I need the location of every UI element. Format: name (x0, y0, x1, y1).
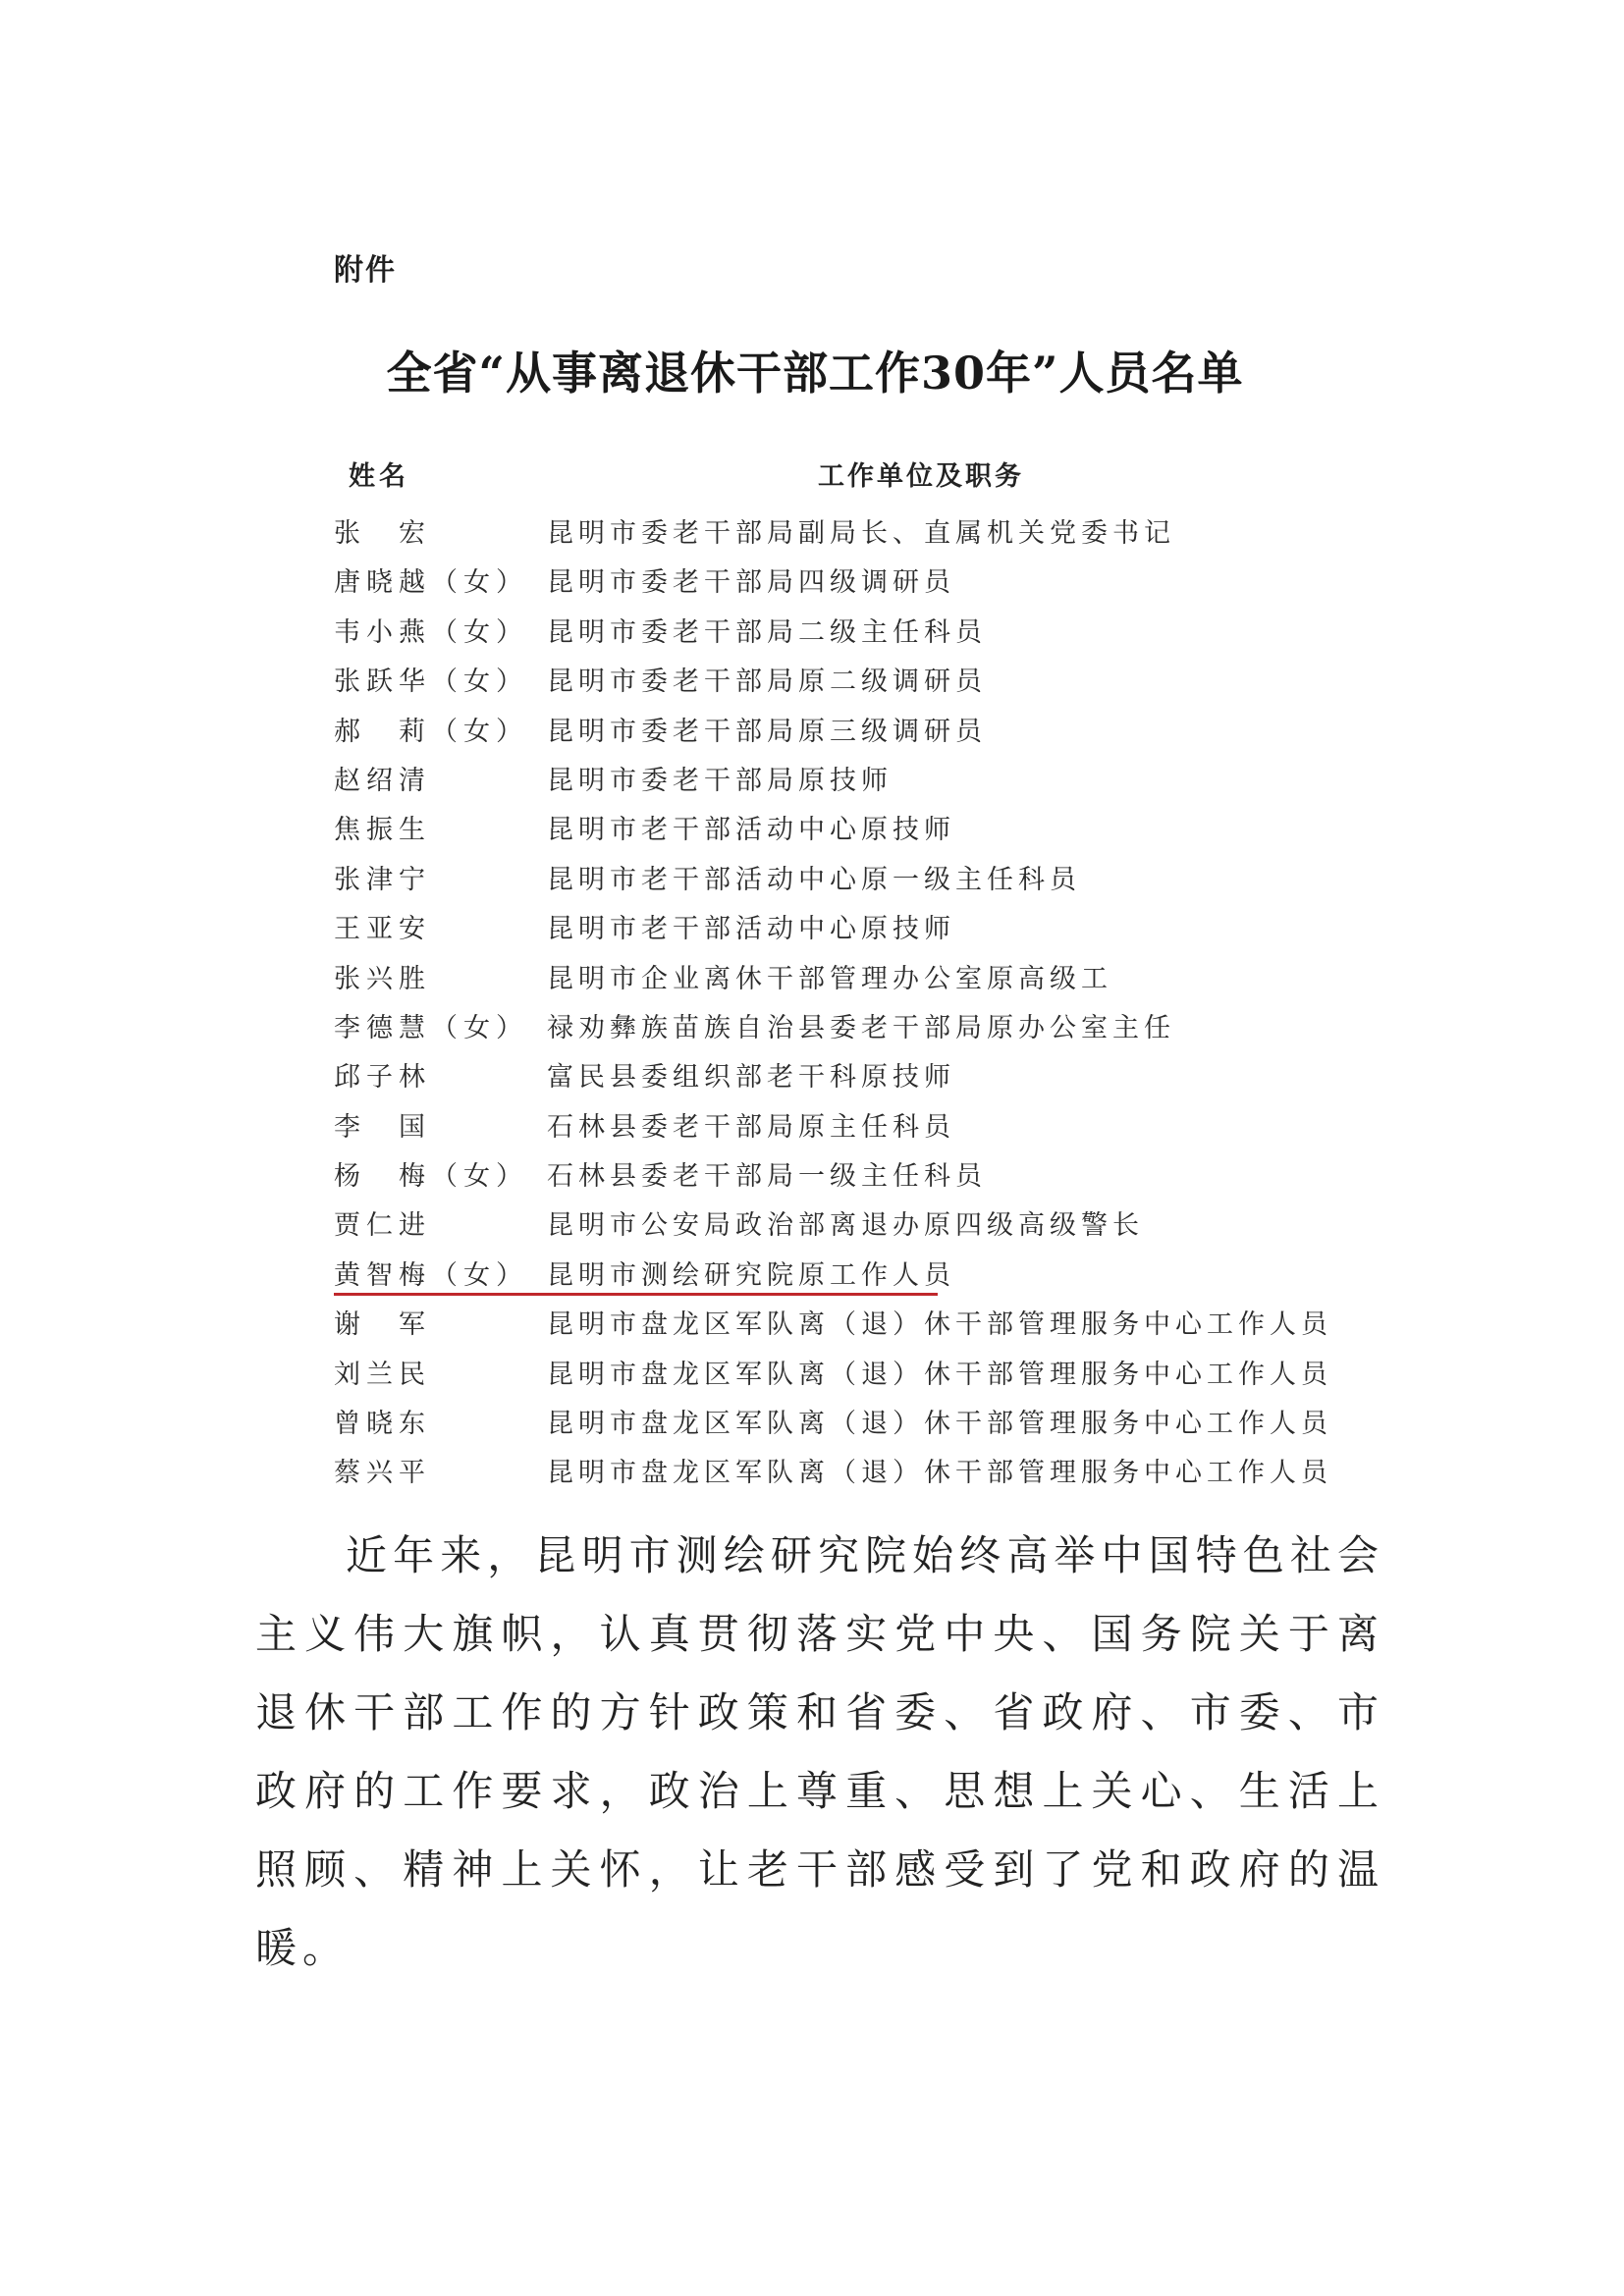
row-name: 郝 莉（女） (334, 716, 528, 747)
row-name: 赵绍清 (334, 765, 431, 796)
row-unit: 昆明市委老干部局副局长、直属机关党委书记 (547, 518, 1175, 549)
row-name: 曾晓东 (334, 1409, 431, 1440)
table-row (334, 603, 1316, 652)
table-row (334, 652, 1316, 701)
row-unit: 昆明市老干部活动中心原技师 (547, 815, 955, 846)
row-unit: 昆明市老干部活动中心原一级主任科员 (547, 864, 1081, 895)
table-row (334, 998, 1316, 1047)
row-name: 黄智梅（女） (334, 1259, 528, 1291)
row-unit: 禄劝彝族苗族自治县委老干部局原办公室主任 (547, 1012, 1175, 1043)
table-row (334, 800, 1316, 849)
table-row (334, 1345, 1332, 1394)
row-unit: 昆明市盘龙区军队离（退）休干部管理服务中心工作人员 (547, 1309, 1332, 1341)
table-row (334, 1295, 1332, 1344)
page-title: 全省“从事离退休干部工作30年”人员名单 (386, 347, 1244, 400)
table-row (334, 702, 1316, 751)
row-unit: 富民县委组织部老干科原技师 (547, 1062, 955, 1094)
row-name: 韦小燕（女） (334, 616, 528, 648)
row-unit: 昆明市老干部活动中心原技师 (547, 914, 955, 945)
highlighted-table-row (334, 1246, 1316, 1295)
row-name: 刘兰民 (334, 1359, 431, 1390)
row-unit: 昆明市委老干部局原三级调研员 (547, 716, 987, 747)
attachment-label: 附件 (334, 253, 397, 288)
row-unit: 昆明市盘龙区军队离（退）休干部管理服务中心工作人员 (547, 1458, 1332, 1489)
table-row (334, 1097, 1316, 1147)
table-row (334, 504, 1316, 553)
table-header (334, 447, 1316, 504)
row-name: 王亚安 (334, 914, 431, 945)
row-unit: 昆明市盘龙区军队离（退）休干部管理服务中心工作人员 (547, 1409, 1332, 1440)
row-name: 李 国 (334, 1111, 431, 1143)
row-unit: 昆明市测绘研究院原工作人员 (547, 1259, 955, 1291)
row-unit: 昆明市委老干部局四级调研员 (547, 567, 955, 599)
row-name: 贾仁进 (334, 1210, 431, 1242)
row-unit: 昆明市公安局政治部离退办原四级高级警长 (547, 1210, 1144, 1242)
table-row (334, 949, 1316, 998)
table-row (334, 850, 1316, 899)
table-row (334, 1394, 1332, 1443)
row-name: 邱子林 (334, 1062, 431, 1094)
row-unit: 昆明市委老干部局二级主任科员 (547, 616, 987, 648)
row-name: 张跃华（女） (334, 667, 528, 698)
row-unit: 昆明市委老干部局原二级调研员 (547, 667, 987, 698)
row-name: 蔡兴平 (334, 1458, 431, 1489)
row-unit: 昆明市企业离休干部管理办公室原高级工 (547, 963, 1112, 994)
row-name: 唐晓越（女） (334, 567, 528, 599)
row-unit: 昆明市盘龙区军队离（退）休干部管理服务中心工作人员 (547, 1359, 1332, 1390)
table-row (334, 1196, 1316, 1245)
row-name: 杨 梅（女） (334, 1161, 528, 1193)
row-name: 张 宏 (334, 518, 431, 549)
row-unit: 石林县委老干部局一级主任科员 (547, 1161, 987, 1193)
table-row (334, 899, 1316, 948)
table-row (334, 1147, 1316, 1196)
table-row (334, 751, 1316, 800)
table-row (334, 553, 1316, 602)
table-row (334, 1047, 1316, 1096)
header-unit: 工作单位及职务 (818, 461, 1024, 492)
row-unit: 昆明市委老干部局原技师 (547, 765, 893, 796)
personnel-list-table (334, 447, 1332, 1493)
body-paragraph: 近年来，昆明市测绘研究院始终高举中国特色社会主义伟大旗帜，认真贯彻落实党中央、国务院关于离退休干部工作的方针政策和省委、省政府、市委、市政府的工作要求，政治上尊重、思想上关心、生活上照顾、精神上关怀，让老干部感受到了党和政府的温暖。 (255, 1531, 1384, 1972)
row-name: 李德慧（女） (334, 1012, 528, 1043)
row-name: 张兴胜 (334, 963, 431, 994)
row-name: 焦振生 (334, 815, 431, 846)
row-name: 谢 军 (334, 1309, 431, 1341)
table-rows (334, 504, 1332, 1493)
table-row (334, 1443, 1332, 1492)
header-name: 姓名 (349, 461, 409, 492)
row-name: 张津宁 (334, 864, 431, 895)
row-unit: 石林县委老干部局原主任科员 (547, 1111, 955, 1143)
